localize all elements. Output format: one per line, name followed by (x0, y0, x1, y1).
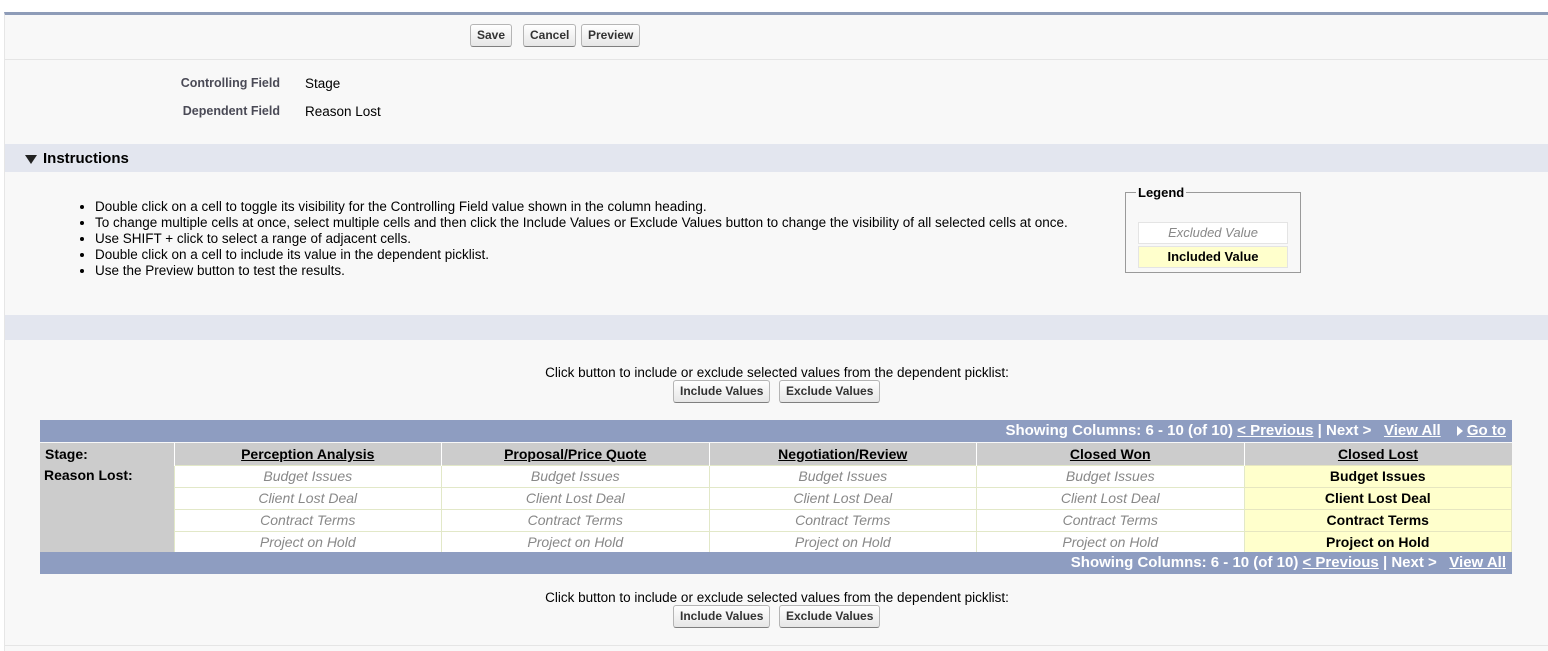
instructions-header[interactable] (5, 144, 1548, 172)
previous-link[interactable]: < Previous (1302, 554, 1379, 571)
instruction-item: • Double click on a cell to toggle its visibility for the Controlling Field value shown in the column heading. (95, 199, 1068, 215)
next-link[interactable]: Next > (1326, 422, 1372, 439)
nav-separator: | (1317, 422, 1322, 439)
instruction-item: • To change multiple cells at once, select multiple cells and then click the Include Values or Exclude Values button to change the visibility of all selected cells at once. (95, 215, 1068, 231)
controlling-field-value: Stage (305, 76, 341, 91)
include-values-button-bottom[interactable]: Include Values (673, 605, 770, 628)
view-all-link[interactable]: View All (1383, 422, 1441, 439)
legend-title: Legend (1138, 185, 1185, 200)
column-header-closed-won[interactable]: Closed Won (977, 443, 1245, 465)
showing-columns-text: Showing Columns: 6 - 10 (of 10) (1070, 554, 1299, 571)
matrix-cell[interactable]: Contract Terms (709, 509, 977, 531)
matrix-row (40, 465, 1512, 487)
legend-excluded-swatch: Excluded Value (1138, 222, 1288, 244)
go-to-link[interactable]: Go to (1466, 422, 1506, 439)
view-all-link[interactable]: View All (1449, 554, 1506, 571)
instructions-list (73, 199, 1068, 279)
dependency-matrix (40, 443, 1512, 554)
matrix-cell[interactable]: Client Lost Deal (709, 487, 977, 509)
previous-link[interactable]: < Previous (1237, 422, 1314, 439)
exclude-values-button-top[interactable]: Exclude Values (779, 380, 880, 403)
matrix-cell[interactable]: Contract Terms (1244, 509, 1512, 531)
matrix-cell[interactable]: Budget Issues (709, 465, 977, 487)
instructions-title[interactable]: Instructions (43, 150, 129, 167)
showing-columns-text: Showing Columns: 6 - 10 (of 10) (1005, 422, 1233, 439)
matrix-cell[interactable]: Contract Terms (977, 509, 1245, 531)
matrix-cell[interactable]: Budget Issues (977, 465, 1245, 487)
legend-included-swatch: Included Value (1138, 246, 1288, 268)
action-message-bottom: Click button to include or exclude selected values from the dependent picklist: (545, 590, 1009, 605)
action-message-top: Click button to include or exclude selected values from the dependent picklist: (545, 365, 1009, 380)
collapse-triangle-icon[interactable] (25, 155, 37, 164)
matrix-cell[interactable]: Project on Hold (709, 531, 977, 553)
matrix-row (40, 531, 1512, 553)
matrix-cell[interactable]: Client Lost Deal (442, 487, 710, 509)
go-to-arrow-icon[interactable] (1457, 426, 1463, 436)
matrix-cell[interactable]: Client Lost Deal (1244, 487, 1512, 509)
matrix-cell[interactable]: Project on Hold (442, 531, 710, 553)
next-link[interactable]: Next > (1391, 554, 1437, 571)
column-header-proposal-price-quote[interactable]: Proposal/Price Quote (442, 443, 710, 465)
matrix-cell[interactable]: Client Lost Deal (174, 487, 442, 509)
column-header-closed-lost[interactable]: Closed Lost (1244, 443, 1512, 465)
dependent-field-label: Dependent Field (182, 104, 280, 118)
legend-box (1125, 185, 1301, 273)
pagination-bar-bottom (40, 552, 1512, 574)
matrix-row (40, 487, 1512, 509)
dependent-field-value: Reason Lost (305, 104, 381, 119)
matrix-cell[interactable]: Budget Issues (1244, 465, 1512, 487)
preview-button[interactable]: Preview (581, 24, 640, 47)
controlling-label-cell: Stage: (40, 443, 174, 465)
matrix-cell[interactable]: Project on Hold (977, 531, 1245, 553)
dependent-label-cell: Reason Lost: (40, 465, 174, 553)
matrix-cell[interactable]: Contract Terms (174, 509, 442, 531)
instruction-item: • Use SHIFT + click to select a range of adjacent cells. (95, 231, 1068, 247)
matrix-cell[interactable]: Project on Hold (1244, 531, 1512, 553)
matrix-row (40, 509, 1512, 531)
matrix-cell[interactable]: Client Lost Deal (977, 487, 1245, 509)
matrix-header-row (40, 443, 1512, 465)
column-header-negotiation-review[interactable]: Negotiation/Review (709, 443, 977, 465)
pagination-bar-top (40, 420, 1512, 442)
dependency-editor-panel (4, 12, 1548, 651)
cancel-button[interactable]: Cancel (523, 24, 576, 47)
controlling-field-label: Controlling Field (180, 76, 280, 90)
matrix-cell[interactable]: Project on Hold (174, 531, 442, 553)
include-values-button-top[interactable]: Include Values (673, 380, 770, 403)
section-band (5, 315, 1548, 340)
matrix-cell[interactable]: Budget Issues (442, 465, 710, 487)
exclude-values-button-bottom[interactable]: Exclude Values (779, 605, 880, 628)
matrix-cell[interactable]: Budget Issues (174, 465, 442, 487)
column-header-perception-analysis[interactable]: Perception Analysis (174, 443, 442, 465)
divider (5, 59, 1548, 60)
instruction-item: • Double click on a cell to include its value in the dependent picklist. (95, 247, 1068, 263)
save-button[interactable]: Save (470, 24, 512, 47)
nav-separator: | (1382, 554, 1388, 571)
divider (5, 645, 1548, 646)
instruction-item: • Use the Preview button to test the results. (95, 263, 1068, 279)
matrix-cell[interactable]: Contract Terms (442, 509, 710, 531)
